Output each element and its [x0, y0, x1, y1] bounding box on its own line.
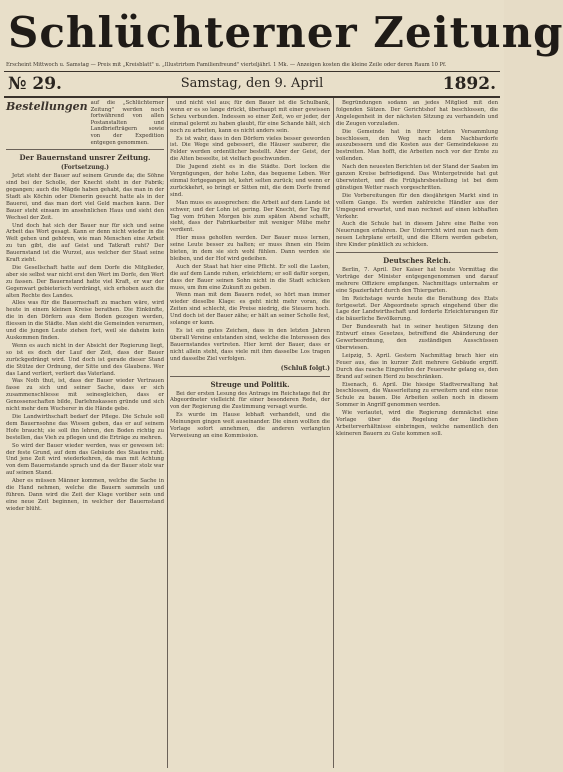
paragraph: Die Gemeinde hat in ihrer letzten Versammlung beschlossen, den Weg nach dem Nachbardorfe auszubessern und die Kosten aus der Gemeindekasse zu bestreiten. Man hofft, die Arbeiten noch vor der Ernte zu vollenden.: [336, 128, 498, 163]
paragraph: Begründungen sodann an jedes Mitglied mit den folgenden Sätzen. Der Gerichtshof hat beschlossen, die Angelegenheit in der nächsten Sitzung zu verhandeln und die Zeugen vorzuladen.: [336, 100, 498, 127]
issue-year: 1892.: [442, 74, 496, 94]
paragraph: Was Noth thut, ist, dass der Bauer wieder Vertrauen fasse zu sich und seiner Sache, dass er sich zusammenschliesse mit seinesgleichen, dass er Genossenschaften bilde, Darlehnskassen gründe und sich nicht mehr dem Wucherer in die Hände gebe.: [6, 378, 164, 413]
date-bar: [6, 73, 498, 95]
subscription-line: Erscheint Mittwoch u. Samstag — Preis mit „Kreisblatt" u. „Illustrirtem Familienfreund" vierteljährl. 1 Mk. — Anzeigen kosten die kleine Zeile oder deren Raum 10 Pf.: [6, 62, 447, 68]
paragraph: Die Jugend zieht es in die Städte. Dort locken die Vergnügungen, der hohe Lohn, das bequeme Leben. Wer einmal fortgegangen ist, kehrt selten zurück; und wenn er zurückkehrt, so bringt er Sitten mit, die dem Dorfe fremd sind.: [170, 164, 330, 198]
section-headline: Streuge und Politik.: [210, 379, 290, 389]
paragraph: Es ist wahr, dass in den Dörfern vieles besser geworden ist. Die Wege sind gebessert, die Häuser sauberer, die Felder werden ordentlicher bestellt. Aber der Geist, der die Alten beseelte, ist vielfach geschwunden.: [170, 135, 330, 163]
article-continuation: (Fortsetzung.): [61, 164, 109, 172]
paragraph: Jetzt steht der Bauer auf seinem Grunde da; die Söhne sind bei der Scholle, der Knecht steht in der Fabrik; gegangen; auch die Mägde haben gehabt, das man in der Stadt als Köchin oder Dienerin gesucht hatte als in der Bauerei, und das man dort viel Geld machen kann. Der Bauer steht einsam im ansehnlichen Haus und sieht den Wechsel der Zeit.: [6, 173, 164, 221]
divider: [6, 149, 164, 150]
column-divider-1: [167, 98, 168, 768]
paragraph: Nach den neuesten Berichten ist der Stand der Saaten im ganzen Kreise befriedigend. Das Wintergetreide hat gut überwintert, und die Frühjahrsbestellung ist bei dem günstigen Wetter rasch vorgeschritten.: [336, 164, 498, 191]
column-divider-2: [333, 98, 334, 768]
subscription-heading: Bestellungen: [6, 100, 88, 113]
paragraph: Auch die Schule hat in diesem Jahre eine Reihe von Neuerungen erfahren. Der Unterricht wird nun nach dem neuen Lehrplane erteilt, und die Eltern werden gebeten, ihre Kinder pünktlich zu schicken.: [336, 221, 498, 249]
paragraph: Aber es müssen Männer kommen, welche die Sache in die Hand nehmen, welche die Bauern sammeln und führen. Dann wird die Zeit der Klage vorüber sein und eine neue Zeit beginnen, in welcher der Bauernstand wieder blüht.: [6, 478, 164, 512]
paragraph: Hier muss geholfen werden. Der Bauer muss lernen, seine Leute besser zu halten; er muss ihnen ein Heim bieten, in dem sie sich wohl fühlen. Dann werden sie bleiben, und der Hof wird gedeihen.: [170, 235, 330, 262]
paragraph: Wenn man mit dem Bauern redet, so hört man immer wieder dieselbe Klage: es geht nicht mehr voran, die Zeiten sind schlecht, die Preise niedrig, die Steuern hoch. Und doch ist der Bauer zähe; er hält an seiner Scholle fest, solange er kann.: [170, 292, 330, 327]
column-1: [6, 100, 164, 770]
paragraph: Wenn es auch nicht in der Absicht der Regierung liegt, so ist es doch der Lauf der Zeit, dass der Bauer zurückgedrängt wird. Und doch ist gerade dieser Stand die Stütze der Ordnung, der Sitte und des Glaubens. Wer das Land verliert, verliert das Vaterland.: [6, 342, 164, 377]
paragraph: Berlin, 7. April. Der Kaiser hat heute Vormittag die Vorträge der Minister entgegengenommen und darauf mehrere Offiziere empfangen. Nachmittags unternahm er eine Spazierfahrt durch den Thiergarten.: [336, 267, 498, 294]
issue-number: № 29.: [8, 74, 62, 94]
issue-date: Samstag, den 9. April: [180, 76, 324, 91]
rule-bottom: [4, 96, 500, 98]
paragraph: Eisenach, 6. April. Die hiesige Stadtverwaltung hat beschlossen, die Wasserleitung zu erweitern und eine neue Schule zu bauen. Die Arbeiten sollen noch in diesem Sommer in Angriff genommen werden.: [336, 381, 498, 409]
paragraph: Alles was für die Bauernschaft zu machen wäre, wird heute in einem kleinen Kreise berathen. Die Einkünfte, die in den Dörfern aus dem Boden gezogen werden, fliessen in die Städte. Man sieht die Gemeinden verarmen, und die jungen Leute ziehen fort, weil sie daheim kein Auskommen finden.: [6, 300, 164, 341]
paragraph: Im Reichstage wurde heute die Berathung des Etats fortgesetzt. Der Abgeordnete sprach eingehend über die Lage der Landwirthschaft und forderte Erleichterungen für die bäuerliche Bevölkerung.: [336, 295, 498, 323]
divider: [336, 252, 498, 253]
paragraph: Bei der ersten Lesung des Antrags im Reichstage fiel ihr Abgeordneter vielleicht für einer besonderen Rede, der von der Regierung die Zustimmung versagt wurde.: [170, 390, 330, 411]
paragraph: Und doch hat sich der Bauer nur für sich und seine Arbeit das Wort gesagt. Kann er denn nicht wieder in die Welt gehen und gehören, wie man Menschen eine Arbeit zu tun gibt, die auf Geist und Tatkraft ruht? Der Bauernstand ist die Wurzel, aus welcher der Staat seine Kraft zieht.: [6, 222, 164, 264]
article-headline: Der Bauernstand unsrer Zeitung.: [19, 153, 151, 163]
paragraph: Es wurde im Hause lebhaft verhandelt, und die Meinungen gingen weit auseinander. Die einen wollten die Vorlage sofort annehmen, die anderen verlangten Verweisung an eine Kommission.: [170, 412, 330, 439]
paragraph: Die Landwirthschaft bedarf der Pflege. Die Schule soll dem Bauernsohne das Wissen geben, das er auf seinem Hofe braucht; sie soll ihn lehren, den Boden richtig zu bestellen, das Vieh zu pflegen und die Erträge zu mehren.: [6, 413, 164, 441]
masthead-title: Schlüchterner Zeitung: [8, 8, 563, 57]
column-2: [170, 100, 330, 770]
paragraph: So wird der Bauer wieder werden, was er gewesen ist: der feste Grund, auf dem das Gebäude des Staates ruht. Und jene Zeit wird wiederkehren, da man mit Achtung von dem Bauernstande sprach und da der Bauer stolz war auf seinen Stand.: [6, 442, 164, 477]
paragraph: Der Bundesrath hat in seiner heutigen Sitzung den Entwurf eines Gesetzes, betreffend die Abänderung der Gewerbeordnung, den zuständigen Ausschüssen überwiesen.: [336, 324, 498, 351]
column-3: [336, 100, 498, 770]
section-headline: Deutsches Reich.: [383, 256, 451, 266]
paragraph: Auch der Staat hat hier eine Pflicht. Er soll die Lasten, die auf dem Lande ruhen, erleichtern; er soll dafür sorgen, dass der Bauer seinen Sohn nicht in die Stadt schicken muss, um ihm eine Zukunft zu geben.: [170, 263, 330, 291]
paragraph: und nicht viel aus; für den Bauer ist die Schulbank, wenn er es so lange drückt, überhaupt mit einer gewissen Scheu verbunden. Indessen so einer Zeit, wo er jeder, der einmal gelernt zu haben glaubt, für eine Schande hält, sich noch zu arbeiten, kann es nicht anders sein.: [170, 100, 330, 134]
subscription-notice: [6, 100, 164, 146]
divider: [170, 376, 330, 377]
paragraph: Die Vorbereitungen für den diesjährigen Markt sind in vollem Gange. Es werden zahlreiche Händler aus der Umgegend erwartet, und man rechnet auf einen lebhaften Verkehr.: [336, 192, 498, 220]
paragraph: Leipzig, 5. April. Gestern Nachmittag brach hier ein Feuer aus, das in kurzer Zeit mehrere Gebäude ergriff. Durch das rasche Eingreifen der Feuerwehr gelang es, den Brand auf seinen Herd zu beschränken.: [336, 352, 498, 380]
subscription-text: auf die „Schlüchterner Zeitung" werden noch fortwährend von allen Postanstalten und Landbriefträgern sowie von der Expedition entgegen genommen.: [90, 100, 164, 146]
paragraph: Wie verlautet, wird die Regierung demnächst eine Vorlage über die Regelung der ländlichen Arbeiterverhältnisse einbringen, welche namentlich den kleineren Bauern zu Gute kommen soll.: [336, 410, 498, 437]
paragraph: Man muss es aussprechen: die Arbeit auf dem Lande ist schwer, und der Lohn ist gering. Der Knecht, der Tag für Tag vom frühen Morgen bis zum späten Abend schafft, sieht, dass der Fabrikarbeiter mit weniger Mühe mehr verdient.: [170, 199, 330, 234]
paragraph: Die Gesellschaft hatte auf dem Dorfe die Mitglieder, aber sie selbst war nicht erst den Wert im Dorfe, den Wert zu fassen. Der Bauernstand hatte viel Kraft, er war der Gegenwart gebieterisch verdrängt, sich erhoben auch die alten Rechte des Landes.: [6, 264, 164, 299]
rule-top: [4, 71, 500, 72]
article-continuation: (Schluß folgt.): [280, 364, 330, 372]
paragraph: Es ist ein gutes Zeichen, dass in den letzten Jahren überall Vereine entstanden sind, welche die Interessen des Bauernstandes vertreten. Hier lernt der Bauer, dass er nicht allein steht, dass viele mit ihm dasselbe Los tragen und dasselbe Ziel verfolgen.: [170, 328, 330, 362]
